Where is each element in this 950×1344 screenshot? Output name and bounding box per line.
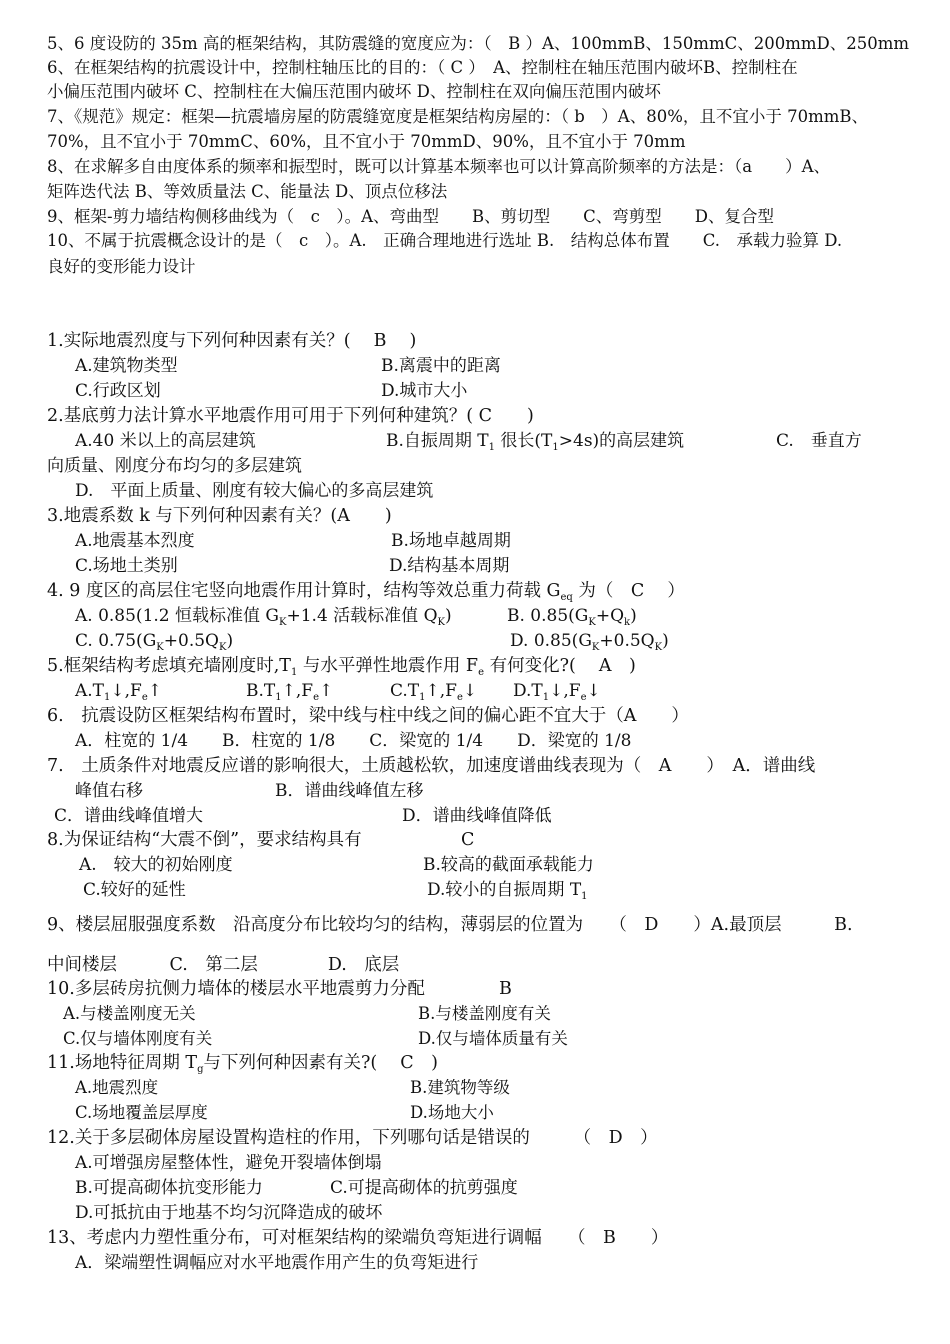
q1-option-a: A.建筑物类型 — [75, 356, 178, 376]
q11-stem: 11.场地特征周期 $T_g$与下列何种因素有关?( C ) — [47, 1053, 438, 1075]
q12-option-a: A.可增强房屋整体性，避免开裂墙体倒塌 — [75, 1153, 382, 1173]
q8-option-d: D.较小的自振周期 $T_1$ — [427, 880, 588, 902]
top-line-4: 7、《规范》规定：框架—抗震墙房屋的防震缝宽度是框架结构房屋的：（ b ）A、80%，且不宜小于 70mmB、 — [47, 107, 869, 126]
top-line-6: 8、在求解多自由度体系的频率和振型时，既可以计算基本频率也可以计算高阶频率的方法是：（a ）A、 — [47, 157, 831, 176]
q3-option-d: D.结构基本周期 — [389, 556, 510, 576]
q3-option-c: C.场地土类别 — [75, 556, 178, 576]
q10-option-b: B.与楼盖刚度有关 — [418, 1004, 551, 1023]
q2-option-c-continued: 向质量、刚度分布均匀的多层建筑 — [47, 456, 302, 476]
q1-option-c: C.行政区划 — [75, 381, 161, 401]
top-line-7: 矩阵迭代法 B、等效质量法 C、能量法 D、顶点位移法 — [47, 182, 448, 201]
q13-stem: 13、考虑内力塑性重分布，可对框架结构的梁端负弯矩进行调幅 （ B ） — [47, 1228, 669, 1248]
q12-option-c: C.可提高砌体的抗剪强度 — [330, 1178, 518, 1198]
q6-stem: 6. 抗震设防区框架结构布置时，梁中线与柱中线之间的偏心距不宜大于（A ） — [47, 706, 689, 726]
q7-option-d: D．谱曲线峰值降低 — [402, 806, 552, 826]
q12-stem: 12.关于多层砌体房屋设置构造柱的作用，下列哪句话是错误的 （ D ） — [47, 1128, 658, 1148]
q11-option-d: D.场地大小 — [410, 1103, 494, 1122]
q4-option-b: B. $0.85(G_K+Q_k)$ — [507, 606, 637, 628]
q10-option-a: A.与楼盖刚度无关 — [63, 1004, 196, 1023]
q3-stem: 3.地震系数 k 与下列何种因素有关？(A ) — [47, 506, 392, 526]
q12-option-b: B.可提高砌体抗变形能力 — [75, 1178, 263, 1198]
q4-option-a: A. 0.85(1.2 恒载标准值 $G_K+1.4$ 活载标准值 $Q_K$) — [75, 606, 452, 628]
q2-option-a: A.40 米以上的高层建筑 — [75, 431, 256, 451]
q2-stem: 2.基底剪力法计算水平地震作用可用于下列何种建筑？( C ) — [47, 406, 534, 426]
q10-answer: B — [499, 979, 512, 999]
q8-option-b: B.较高的截面承载能力 — [423, 855, 594, 875]
top-line-5: 70%，且不宜小于 70mmC、60%，且不宜小于 70mmD、90%，且不宜小于 70mm — [47, 132, 686, 151]
q11-option-b: B.建筑物等级 — [410, 1078, 510, 1097]
top-line-3: 小偏压范围内破坏 C、控制柱在大偏压范围内破坏 D、控制柱在双向偏压范围内破坏 — [47, 82, 661, 101]
q2-option-d: D. 平面上质量、刚度有较大偏心的多高层建筑 — [75, 481, 434, 501]
q11-option-a: A.地震烈度 — [75, 1078, 159, 1097]
q4-option-c: C. $0.75(G_K+0.5Q_K)$ — [75, 631, 234, 653]
q5-stem: 5.框架结构考虑填充墙刚度时$,T_1$ 与水平弹性地震作用 $F_e$ 有何变化?( A ) — [47, 656, 636, 678]
top-line-9: 10、不属于抗震概念设计的是（ c ）。A. 正确合理地进行选址 B. 结构总体布置 C. 承载力验算 D. — [47, 231, 843, 250]
q10-stem: 10.多层砖房抗侧力墙体的楼层水平地震剪力分配 — [47, 979, 425, 999]
q6-options: A．柱宽的 1/4 B．柱宽的 1/8 C．梁宽的 1/4 D．梁宽的 1/8 — [75, 731, 632, 751]
q4-option-d: D. $0.85(G_K+0.5Q_K)$ — [510, 631, 669, 653]
q10-option-d: D.仅与墙体质量有关 — [418, 1029, 568, 1048]
q2-option-b: B.自振周期 $T_1$ 很长$(T_1>4s)$的高层建筑 — [386, 431, 685, 453]
q8-stem: 8.为保证结构“大震不倒”，要求结构具有 — [47, 830, 362, 850]
top-line-2: 6、在框架结构的抗震设计中，控制柱轴压比的目的：（ C ） A、控制柱在轴压范围内破坏B、控制柱在 — [47, 58, 798, 77]
q8-answer: C — [461, 830, 475, 850]
q5-option-c: $C.T_1↑,F_e↓$ — [390, 681, 478, 703]
q11-option-c: C.场地覆盖层厚度 — [75, 1103, 208, 1122]
q1-option-b: B.离震中的距离 — [381, 356, 501, 376]
q5-option-a: $A.T_1↓,F_e↑$ — [75, 681, 163, 703]
q5-option-b: $B.T_1↑,F_e↑$ — [246, 681, 334, 703]
q1-stem: 1.实际地震烈度与下列何种因素有关？( B ) — [47, 331, 417, 351]
q8-option-a: A. 较大的初始刚度 — [79, 855, 233, 875]
q2-option-c: C. 垂直方 — [776, 431, 862, 451]
q7-option-b: B．谱曲线峰值左移 — [275, 781, 424, 801]
q1-option-d: D.城市大小 — [381, 381, 468, 401]
q7-option-c: C．谱曲线峰值增大 — [54, 806, 204, 826]
q9-continued: 中间楼层 C. 第二层 D. 底层 — [47, 955, 400, 975]
q3-option-a: A.地震基本烈度 — [75, 531, 195, 551]
q7-option-a-continued: 峰值右移 — [75, 781, 143, 801]
q4-stem: 4. 9 度区的高层住宅竖向地震作用计算时，结构等效总重力荷载 $G_{eq}$ 为（ C ） — [47, 581, 685, 603]
top-line-8: 9、框架-剪力墙结构侧移曲线为（ c ）。A、弯曲型 B、剪切型 C、弯剪型 D、复合型 — [47, 207, 774, 226]
q13-option-a: A．梁端塑性调幅应对水平地震作用产生的负弯矩进行 — [75, 1253, 479, 1273]
q8-option-c: C.较好的延性 — [83, 880, 186, 900]
q10-option-c: C.仅与墙体刚度有关 — [63, 1029, 213, 1048]
q5-option-d: $D.T_1↓,F_e↓$ — [513, 681, 601, 703]
q7-stem: 7. 土质条件对地震反应谱的影响很大，土质越松软，加速度谱曲线表现为（ A ） A．谱曲线 — [47, 756, 816, 776]
top-line-10: 良好的变形能力设计 — [47, 257, 196, 276]
q12-option-d: D.可抵抗由于地基不均匀沉降造成的破坏 — [75, 1203, 383, 1223]
q9-stem: 9、楼层屈服强度系数 沿高度分布比较均匀的结构，薄弱层的位置为 （ D ）A.最顶层 B. — [47, 915, 853, 935]
q3-option-b: B.场地卓越周期 — [391, 531, 511, 551]
top-line-1: 5、6 度设防的 35m 高的框架结构，其防震缝的宽度应为：（ B ）A、100mmB、150mmC、200mmD、250mm — [47, 34, 910, 53]
